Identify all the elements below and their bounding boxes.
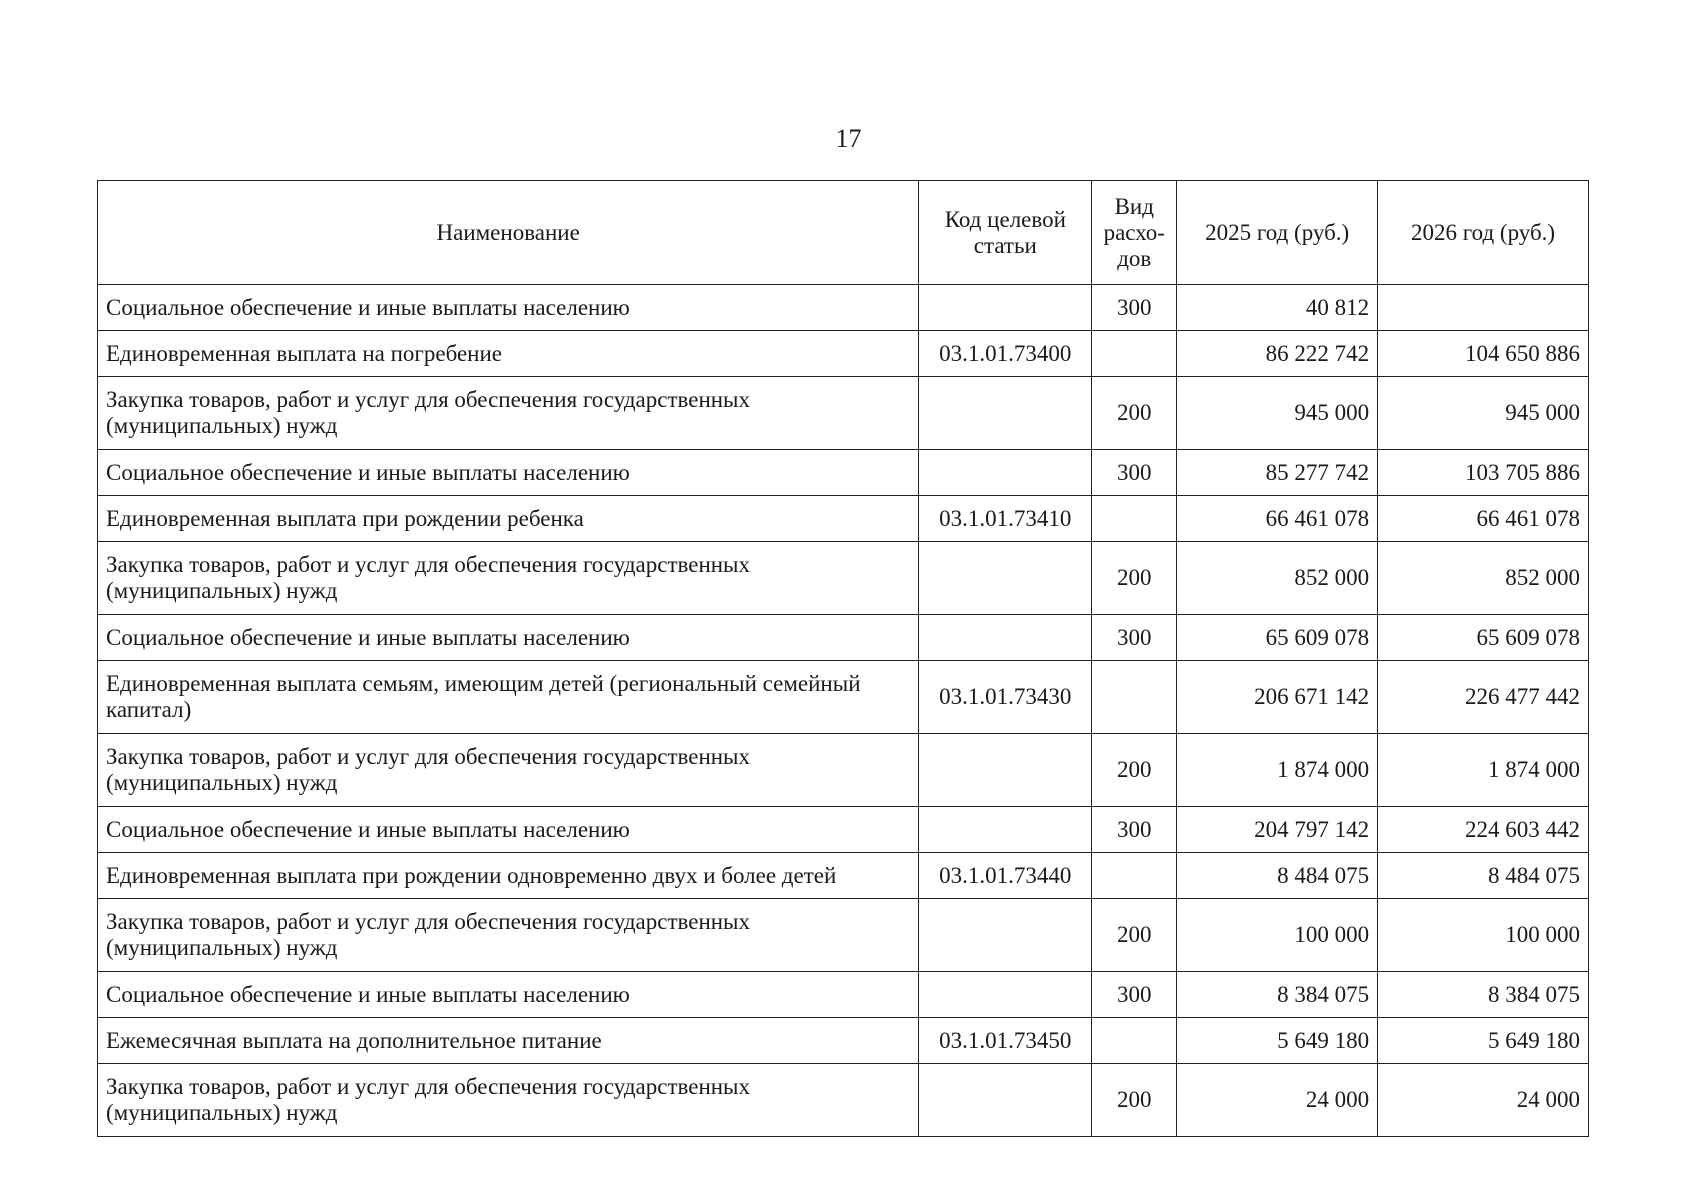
row-kind: 300: [1092, 450, 1177, 496]
row-kind: 200: [1092, 542, 1177, 615]
row-kind: [1092, 853, 1177, 899]
row-2026: 24 000: [1378, 1064, 1589, 1137]
row-2025: 852 000: [1177, 542, 1378, 615]
table-row: [98, 615, 1589, 661]
row-2025: 24 000: [1177, 1064, 1378, 1137]
row-2026: 8 484 075: [1378, 853, 1589, 899]
row-2026: 945 000: [1378, 377, 1589, 450]
row-code: 03.1.01.73410: [919, 496, 1092, 542]
table-row: [98, 853, 1589, 899]
row-code: 03.1.01.73400: [919, 331, 1092, 377]
row-kind: [1092, 331, 1177, 377]
row-name: Закупка товаров, работ и услуг для обеспечения государственных (муниципальных) нужд: [98, 899, 919, 972]
row-kind: 300: [1092, 285, 1177, 331]
row-name: Социальное обеспечение и иные выплаты населению: [98, 615, 919, 661]
row-name: Единовременная выплата при рождении одновременно двух и более детей: [98, 853, 919, 899]
row-2026: 224 603 442: [1378, 807, 1589, 853]
row-kind: [1092, 1018, 1177, 1064]
row-kind: 200: [1092, 899, 1177, 972]
row-code: 03.1.01.73450: [919, 1018, 1092, 1064]
row-2026: [1378, 285, 1589, 331]
row-name: Единовременная выплата при рождении ребенка: [98, 496, 919, 542]
row-name: Единовременная выплата на погребение: [98, 331, 919, 377]
row-code: 03.1.01.73430: [919, 661, 1092, 734]
row-name: Закупка товаров, работ и услуг для обеспечения государственных (муниципальных) нужд: [98, 734, 919, 807]
row-name: Закупка товаров, работ и услуг для обеспечения государственных (муниципальных) нужд: [98, 1064, 919, 1137]
table-row: [98, 972, 1589, 1018]
row-name: Социальное обеспечение и иные выплаты населению: [98, 285, 919, 331]
row-2025: 8 484 075: [1177, 853, 1378, 899]
header-2026: 2026 год (руб.): [1378, 181, 1589, 285]
row-code: [919, 285, 1092, 331]
table-row: [98, 450, 1589, 496]
table-row: [98, 377, 1589, 450]
row-name: Закупка товаров, работ и услуг для обеспечения государственных (муниципальных) нужд: [98, 542, 919, 615]
table-row: [98, 1064, 1589, 1137]
row-code: [919, 807, 1092, 853]
table-row: [98, 807, 1589, 853]
row-kind: 200: [1092, 734, 1177, 807]
row-2025: 5 649 180: [1177, 1018, 1378, 1064]
row-name: Социальное обеспечение и иные выплаты населению: [98, 807, 919, 853]
row-code: [919, 1064, 1092, 1137]
row-2026: 1 874 000: [1378, 734, 1589, 807]
row-2026: 100 000: [1378, 899, 1589, 972]
page-number: 17: [835, 124, 862, 153]
row-2025: 100 000: [1177, 899, 1378, 972]
row-code: [919, 615, 1092, 661]
header-2025: 2025 год (руб.): [1177, 181, 1378, 285]
row-2025: 65 609 078: [1177, 615, 1378, 661]
row-name: Социальное обеспечение и иные выплаты населению: [98, 972, 919, 1018]
row-code: [919, 734, 1092, 807]
row-name: Социальное обеспечение и иные выплаты населению: [98, 450, 919, 496]
row-2026: 103 705 886: [1378, 450, 1589, 496]
header-name: Наименование: [98, 181, 919, 285]
row-2026: 66 461 078: [1378, 496, 1589, 542]
row-kind: 200: [1092, 377, 1177, 450]
row-2026: 5 649 180: [1378, 1018, 1589, 1064]
table-row: [98, 331, 1589, 377]
header-kind: Вид расхо-дов: [1092, 181, 1177, 285]
row-2026: 8 384 075: [1378, 972, 1589, 1018]
row-code: [919, 377, 1092, 450]
row-kind: 200: [1092, 1064, 1177, 1137]
row-2026: 226 477 442: [1378, 661, 1589, 734]
table-row: [98, 1018, 1589, 1064]
row-2025: 85 277 742: [1177, 450, 1378, 496]
row-2026: 852 000: [1378, 542, 1589, 615]
row-2025: 66 461 078: [1177, 496, 1378, 542]
row-code: [919, 972, 1092, 1018]
row-kind: 300: [1092, 615, 1177, 661]
row-code: [919, 450, 1092, 496]
table-row: [98, 734, 1589, 807]
row-kind: 300: [1092, 972, 1177, 1018]
row-kind: [1092, 661, 1177, 734]
row-2025: 206 671 142: [1177, 661, 1378, 734]
table-row: [98, 661, 1589, 734]
table-row: [98, 899, 1589, 972]
header-code: Код целевой статьи: [919, 181, 1092, 285]
budget-table: [97, 180, 1589, 1137]
row-2025: 40 812: [1177, 285, 1378, 331]
row-2026: 104 650 886: [1378, 331, 1589, 377]
row-2025: 945 000: [1177, 377, 1378, 450]
row-2025: 8 384 075: [1177, 972, 1378, 1018]
row-name: Закупка товаров, работ и услуг для обеспечения государственных (муниципальных) нужд: [98, 377, 919, 450]
table-row: [98, 285, 1589, 331]
row-name: Единовременная выплата семьям, имеющим детей (региональный семейный капитал): [98, 661, 919, 734]
row-2025: 204 797 142: [1177, 807, 1378, 853]
table-header-row: [98, 181, 1589, 285]
table-row: [98, 542, 1589, 615]
row-name: Ежемесячная выплата на дополнительное питание: [98, 1018, 919, 1064]
row-2025: 86 222 742: [1177, 331, 1378, 377]
row-code: [919, 899, 1092, 972]
table-row: [98, 496, 1589, 542]
row-2026: 65 609 078: [1378, 615, 1589, 661]
row-code: [919, 542, 1092, 615]
row-code: 03.1.01.73440: [919, 853, 1092, 899]
row-kind: [1092, 496, 1177, 542]
row-2025: 1 874 000: [1177, 734, 1378, 807]
row-kind: 300: [1092, 807, 1177, 853]
